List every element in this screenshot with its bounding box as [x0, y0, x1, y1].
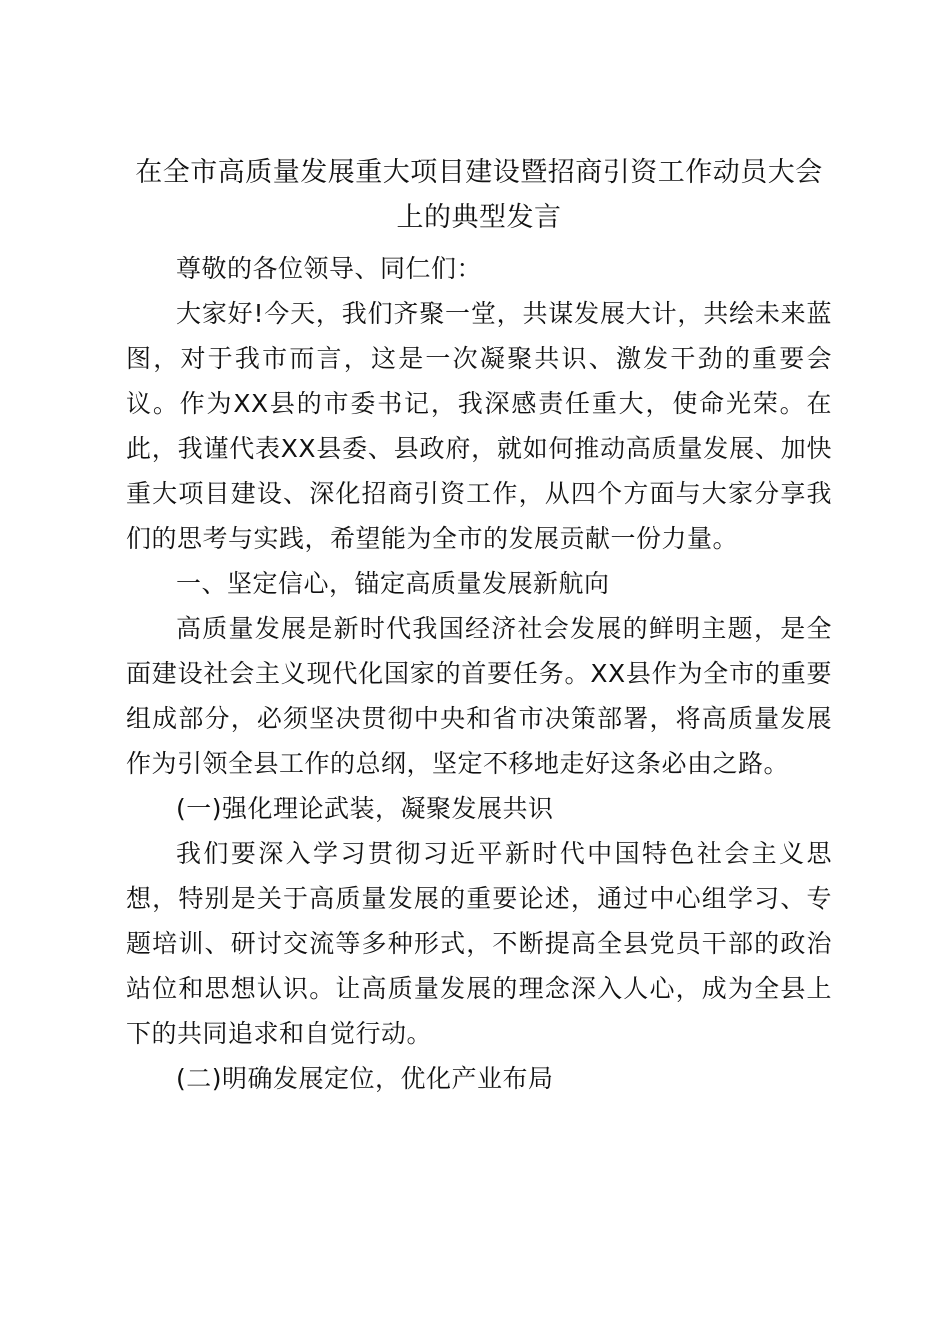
subsection-heading-1-1: (一)强化理论武装，凝聚发展共识: [176, 794, 554, 823]
salutation: 尊敬的各位领导、同仁们：: [176, 254, 483, 283]
body-paragraph: 我们要深入学习贯彻习近平新时代中国特色社会主义思想，特别是关于高质量发展的重要论述，通过中心组学习、专题培训、研讨交流等多种形式，不断提高全县党员干部的政治站位和思想认识。让高质量发展的理念深入人心，成为全县上下的共同追求和自觉行动。: [126, 839, 832, 1048]
subsection-heading-1-2: (二)明确发展定位，优化产业布局: [176, 1064, 554, 1093]
section-heading-1: 一、坚定信心，锚定高质量发展新航向: [176, 569, 610, 598]
opening-paragraph: 大家好!今天，我们齐聚一堂，共谋发展大计，共绘未来蓝图，对于我市而言，这是一次凝聚共识、激发干劲的重要会议。作为XX县的市委书记，我深感责任重大，使命光荣。在此，我谨代表XX县委、县政府，就如何推动高质量发展、加快重大项目建设、深化招商引资工作，从四个方面与大家分享我们的思考与实践，希望能为全市的发展贡献一份力量。: [126, 299, 832, 553]
document-body: [126, 150, 832, 1101]
body-paragraph: 高质量发展是新时代我国经济社会发展的鲜明主题，是全面建设社会主义现代化国家的首要任务。XX县作为全市的重要组成部分，必须坚决贯彻中央和省市决策部署，将高质量发展作为引领全县工作的总纲，坚定不移地走好这条必由之路。: [126, 614, 832, 778]
document-title: 在全市高质量发展重大项目建设暨招商引资工作动员大会上的典型发言: [135, 157, 823, 233]
